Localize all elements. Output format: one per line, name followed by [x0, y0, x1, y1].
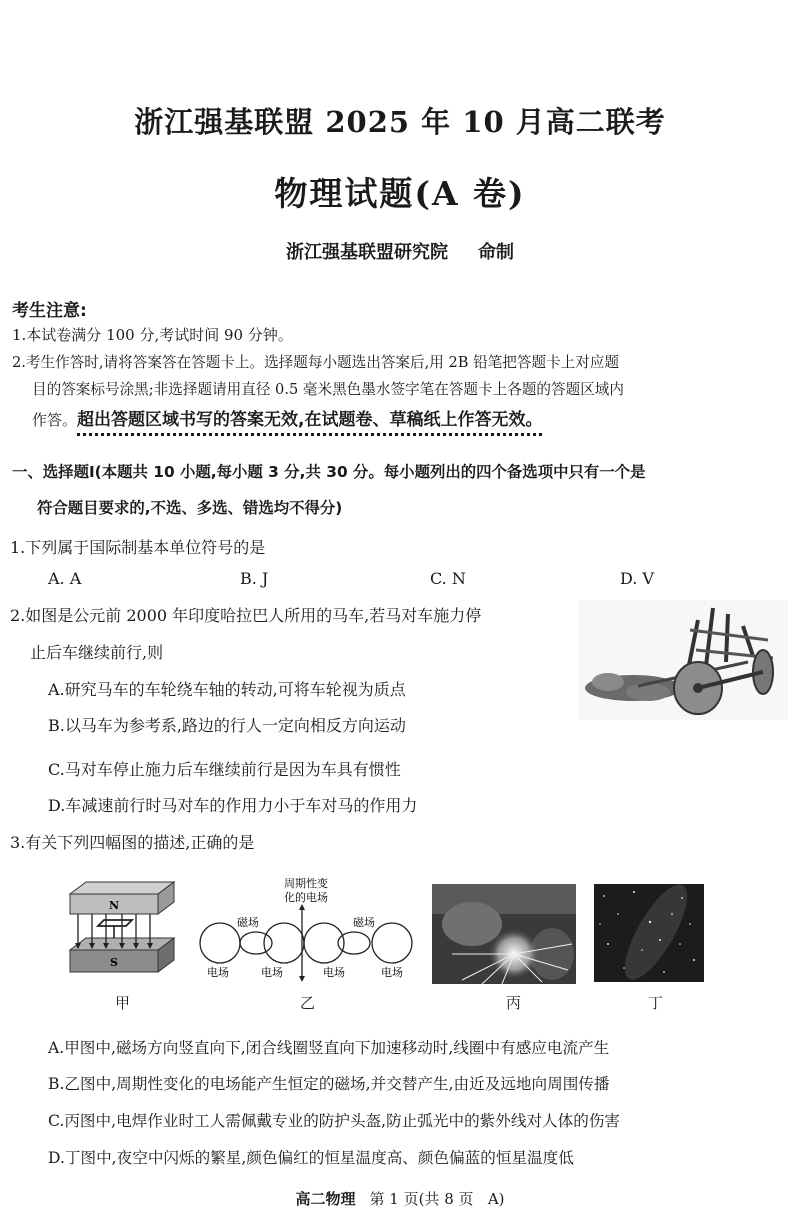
varying-field-label-2: 化的电场	[284, 891, 328, 904]
footer-version: A)	[487, 1190, 505, 1208]
notice-item-1: 1.本试卷满分 100 分,考试时间 90 分钟。	[12, 326, 293, 344]
question-1-option-b: B. J	[240, 569, 269, 588]
notice-title: 考生注意:	[12, 301, 87, 321]
figure-label-ding: 丁	[648, 994, 664, 1012]
section-1-heading: 一、选择题Ⅰ(本题共 10 小题,每小题 3 分,共 30 分。每小题列出的四个备选项中只有一个是	[12, 463, 646, 481]
notice-item-2-line-3	[32, 405, 542, 430]
varying-field-label-1: 周期性变	[284, 877, 328, 890]
author-role: 命制	[478, 242, 514, 263]
question-1-stem: 1.下列属于国际制基本单位符号的是	[10, 538, 266, 557]
question-2-stem-line-1: 2.如图是公元前 2000 年印度哈拉巴人所用的马车,若马对车施力停	[10, 606, 482, 625]
question-2-stem-line-2: 止后车继续前行,则	[30, 643, 164, 662]
figure-yi-em-wave	[196, 876, 422, 984]
footer-subject: 高二物理	[295, 1190, 356, 1208]
question-2-option-d: D.车减速前行时马对车的作用力小于车对马的作用力	[48, 796, 418, 815]
footer-page: 第 1 页(共 8 页	[369, 1190, 474, 1208]
figure-ding-night-sky-photo	[594, 884, 704, 982]
question-1-option-d: D. V	[620, 569, 654, 588]
question-1-option-a: A. A	[48, 569, 82, 588]
question-3-option-b: B.乙图中,周期性变化的电场能产生恒定的磁场,并交替产生,由近及远地向周围传播	[48, 1075, 610, 1093]
notice-emphasis-text: 超出答题区域书写的答案无效,在试题卷、草稿纸上作答无效。	[77, 410, 543, 430]
question-3-stem: 3.有关下列四幅图的描述,正确的是	[10, 833, 255, 852]
exam-title: 浙江强基联盟 2025 年 10 月高二联考	[134, 105, 666, 139]
question-3-option-a: A.甲图中,磁场方向竖直向下,闭合线圈竖直向下加速移动时,线圈中有感应电流产生	[48, 1039, 610, 1057]
question-2-option-b: B.以马车为参考系,路边的行人一定向相反方向运动	[48, 716, 406, 735]
electric-label-1: 电场	[207, 966, 229, 979]
magnetic-label-2: 磁场	[353, 916, 375, 929]
question-1-option-c: C. N	[430, 569, 466, 588]
notice-item-2-line-2: 目的答案标号涂黑;非选择题请用直径 0.5 毫米黑色墨水签字笔在答题卡上各题的答题区域内	[32, 381, 624, 398]
magnet-south-label: S	[110, 956, 118, 969]
electric-label-3: 电场	[323, 966, 345, 979]
question-2-option-c: C.马对车停止施力后车继续前行是因为车具有惯性	[48, 760, 401, 779]
figure-label-jia: 甲	[115, 994, 131, 1012]
author-line	[0, 238, 800, 264]
question-3-option-d: D.丁图中,夜空中闪烁的繁星,颜色偏红的恒星温度高、颜色偏蓝的恒星温度低	[48, 1149, 574, 1167]
figure-label-bing: 丙	[506, 994, 522, 1012]
magnetic-label-1: 磁场	[237, 916, 259, 929]
figure-label-yi: 乙	[300, 994, 316, 1012]
section-1-heading-cont: 符合题目要求的,不选、多选、错选均不得分)	[37, 499, 343, 517]
author-org: 浙江强基联盟研究院	[286, 242, 448, 263]
magnet-north-label: N	[108, 899, 120, 912]
notice-item-2-line-1: 2.考生作答时,请将答案答在答题卡上。选择题每小题选出答案后,用 2B 铅笔把答题卡上对应题	[12, 354, 620, 371]
horse-cart-figure	[578, 600, 788, 720]
notice-plain-text: 作答。	[32, 411, 78, 429]
question-3-option-c: C.丙图中,电焊作业时工人需佩戴专业的防护头盔,防止弧光中的紫外线对人体的伤害	[48, 1112, 621, 1130]
electric-label-2: 电场	[261, 966, 283, 979]
question-2-option-a: A.研究马车的车轮绕车轴的转动,可将车轮视为质点	[48, 680, 406, 699]
page-footer	[0, 1188, 800, 1209]
exam-subtitle: 物理试题(A 卷)	[274, 174, 526, 213]
figure-jia-magnet	[66, 880, 178, 982]
figure-bing-welding-photo	[432, 884, 576, 984]
electric-label-4: 电场	[381, 966, 403, 979]
